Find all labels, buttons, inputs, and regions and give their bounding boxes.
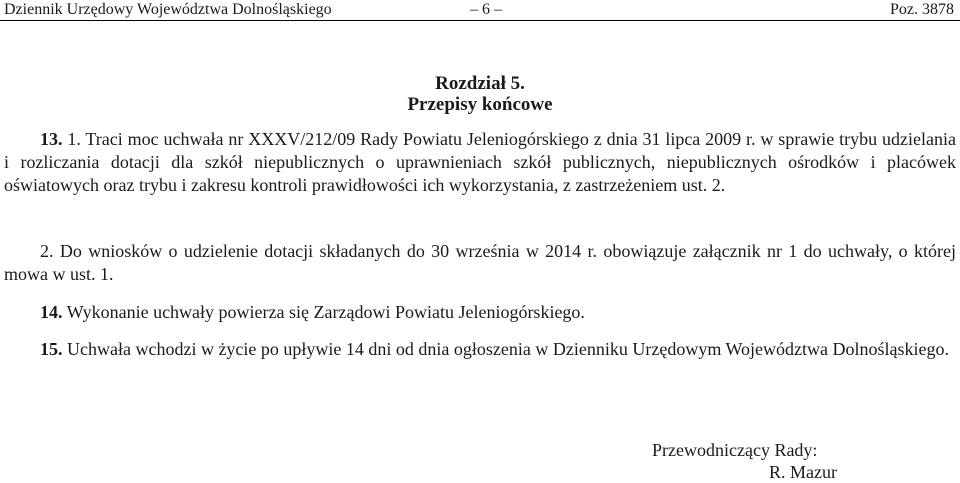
paragraph-15-text: Uchwała wchodzi w życie po upływie 14 dni od dnia ogłoszenia w Dzienniku Urzędowym Województwa Dolnośląskiego. bbox=[62, 339, 949, 359]
paragraph-15 bbox=[4, 338, 956, 361]
chapter-subtitle: Przepisy końcowe bbox=[407, 94, 553, 115]
paragraph-14-number: 14. bbox=[40, 302, 63, 322]
position-number: Poz. 3878 bbox=[890, 1, 954, 18]
paragraph-14-text: Wykonanie uchwały powierza się Zarządowi Powiatu Jeleniogórskiego. bbox=[62, 302, 585, 322]
journal-title: Dziennik Urzędowy Województwa Dolnośląskiego bbox=[4, 1, 332, 18]
chapter-title: Rozdział 5. bbox=[435, 73, 525, 94]
paragraph-15-number: 15. bbox=[40, 339, 63, 359]
page-number: – 6 – bbox=[470, 1, 502, 18]
signature-name: R. Mazur bbox=[769, 462, 837, 482]
paragraph-13 bbox=[4, 128, 956, 197]
signature-title: Przewodniczący Rady: bbox=[652, 440, 818, 460]
paragraph-13-ust-2: 2. Do wniosków o udzielenie dotacji składanych do 30 września w 2014 r. obowiązuje załącznik nr 1 do uchwały, o której mowa w ust. 1. bbox=[4, 241, 956, 284]
page-header bbox=[0, 0, 960, 21]
paragraph-14 bbox=[4, 301, 956, 324]
paragraph-13-number: 13. bbox=[40, 129, 63, 149]
paragraph-13-text: 1. Traci moc uchwała nr XXXV/212/09 Rady Powiatu Jeleniogórskiego z dnia 31 lipca 2009 r. w sprawie trybu udzielania i rozliczania dotacji dla szkół niepublicznych o uprawnieniach szkół publicznych, niepublicznych ośrodków i placówek oświatowych oraz trybu i zakresu kontroli prawidłowości ich wykorzystania, z zastrzeżeniem ust. 2. bbox=[4, 129, 956, 195]
